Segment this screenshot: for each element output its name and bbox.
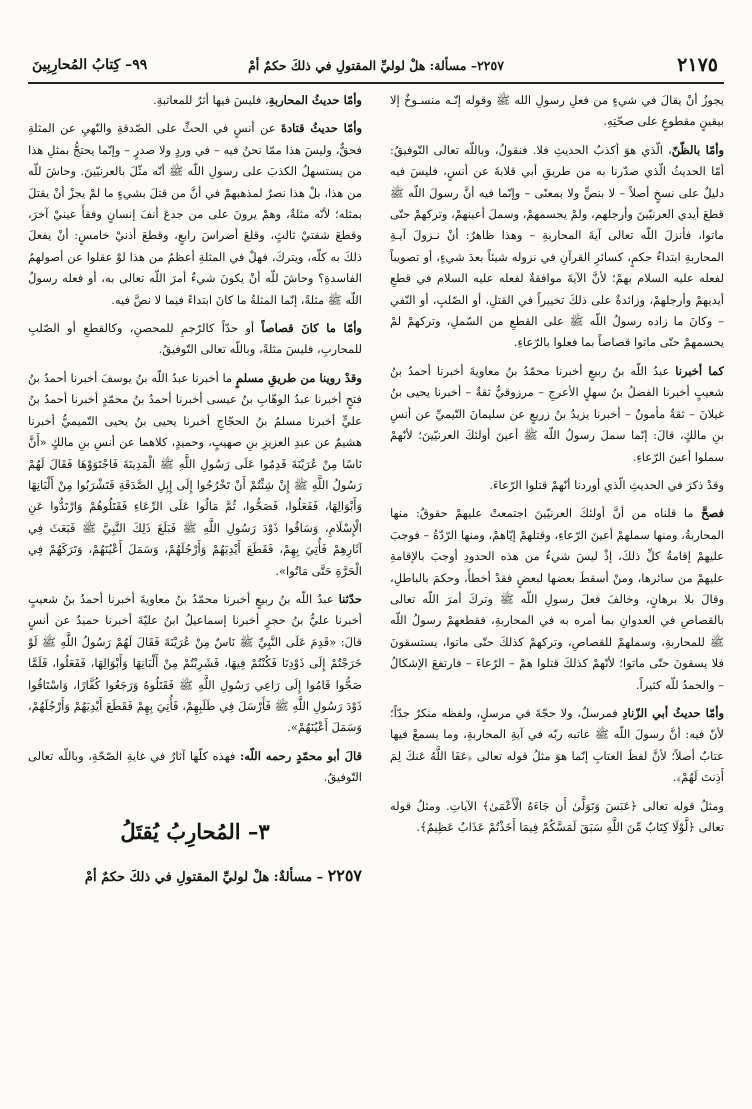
paragraph	[28, 589, 362, 739]
paragraph	[28, 90, 362, 111]
paragraph-lead: وأمّا حديثُ قتادةَ	[280, 121, 362, 136]
paragraph	[390, 361, 724, 468]
paragraph-lead: وأمّا بالظّنّ	[671, 142, 724, 157]
paragraph-lead: قالَ أبو محمّدٍ رحمه اللّه:	[239, 748, 362, 763]
paragraph	[390, 703, 724, 789]
paragraph-body: عبدُ اللّه بنُ ربيعٍ أخبرنا محمّدُ بنُ معاويةَ أخبرنا أحمدُ بنُ شعيبٍ أخبرنا الفضلُ بنُ سهلٍ الأعرجِ – مرزوقيٌّ ثقةٌ – أخبرنا يحيى بنُ غيلانَ – ثقةٌ مأمونٌ – أخبرنا يزيدُ بنُ زريعٍ عن سليمانَ التّيميِّ عن أنسِ بنِ مالكٍ، قالَ: إنّما سملَ رسولُ اللّه ﷺ أعينَ أولئكَ العرنيّينَ؛ لأنّهمْ سملوا أعينَ الرّعاءِ.	[390, 363, 724, 464]
paragraph-lead: حدّثنا	[338, 591, 362, 606]
paragraph-lead: فصحَّ	[701, 506, 724, 521]
paragraph-lead: كما أخبرنا	[675, 363, 724, 378]
paragraph	[390, 503, 724, 696]
paragraph-body: فمرسلٌ، ولا حجّةَ في مرسلٍ، ولفظه منكرٌ جدّاً؛ لأنّ فيه: أنَّ رسولَ اللّه ﷺ عاتبه ربّه في آيةِ المحاربةِ، وما يسمعْ فيها عتابٌ أصلاً؛ لأنَّ لفظَ العتابِ إنّما هوَ مثلُ قوله تعالى ﴿عَفَا اللَّهُ عَنكَ لِمَ أَذِنتَ لَهُمْ﴾.	[390, 705, 724, 785]
masala-line	[28, 865, 362, 889]
paragraph	[390, 140, 724, 354]
section-heading: ٣– المُحارِبُ يُقتَلُ	[120, 818, 270, 844]
paragraph-lead: وأمّا حديثُ المحاربةِ	[268, 93, 362, 107]
paragraph: يجوزُ أنْ يقالَ في شيءٍ من فعلِ رسولِ الله ﷺ وقوله إنّـه منسـوخٌ إلا بيقينٍ مقطوعٍ على صحّتِهِ.	[390, 93, 724, 129]
right-column	[390, 90, 724, 1095]
running-title: ٢٢٥٧– مسألة: هلْ لوليِّ المقتولِ في ذلكَ حكمٌ أمْ	[248, 58, 504, 73]
paragraph	[28, 368, 362, 582]
masala-number: ٢٢٥٧	[327, 865, 362, 885]
paragraph	[28, 746, 362, 789]
paragraph-body: ، الّذي هوَ أكذبُ الحديثِ فلا. فنقولُ، وباللّه تعالى التّوفيقُ: أمّا الحديثُ الّذي صدّرنا به من طريقِ أبي قلابةَ عن أنسٍ، فليسَ فيه دليلٌ على نسخٍ أصلاً – لا بنصٍّ ولا بمعنًى – وإنّما فيه أنَّ رسولَ اللّه ﷺ قطعَ أيدي العرنيّينَ وأرجلهم، ولمْ يحسمهمْ، وسملَ أعينهمْ، وتركهمْ حتّى ماتوا، فأنزلَ اللّه تعالى آيةَ المحاربةِ – وهذا ظاهرٌ: أنْ نـزولَ آيـةِ المحاربةِ ابتداءُ حكمٍ، كسائرِ القرآنِ في نزوله شيئاً بعدَ شيءٍ، أو تصويباً لفعله عليه السلام بهمْ؛ لأنَّ الآيةَ موافقةٌ لفعله عليه السلام في قطعِ أيديهمْ وأرجلهمْ، وزائدةٌ على ذلكَ تخييراً في القتلِ، أو الصّلبِ، أو النّفي – وكانَ ما زاده رسولُ اللّه ﷺ على القطعِ من السّملِ، وتركهمْ لمْ يحسمهمْ حتّى ماتوا قصاصاً بما فعلوا بالرّعاءِ.	[390, 142, 724, 350]
paragraph-body: أو حدّاً كالرّجمِ للمحصنِ، وكالقطعِ أو الصّلبِ للمحاربِ، فليسَ مثلةً، وباللّه تعالى التّوفيقُ.	[28, 321, 362, 357]
paragraph-body: ما أخبرنا عبدُ اللّه بنُ يوسفَ أخبرنا أحمدُ بنُ فتحٍ أخبرنا عبدُ الوهّابِ بنُ عيسى أخبرنا أحمدُ بنُ محمّدٍ أخبرنا أحمدُ بنُ عليٍّ أخبرنا مسلمُ بنُ الحجّاجِ أخبرنا يحيى بنُ يحيى التّميميُّ أخبرنا هشيمٌ عن عبدِ العزيزِ بنِ صهيبٍ، وحميدٍ، كلاهما عن أنسِ بنِ مالكٍ «أَنَّ نَاسًا مِنْ عُرَيْنَةَ قَدِمُوا عَلَى رَسُولِ اللَّهِ ﷺ الْمَدِينَةَ فَاجْتَوَوْهَا فَقَالَ لَهُمْ رَسُولُ اللَّهِ ﷺ إِنْ شِئْتُمْ أَنْ تَخْرُجُوا إِلَى إِبِلِ الصَّدَقَةِ فَتَشْرَبُوا مِنْ أَلْبَانِهَا وَأَبْوَالِهَا، فَفَعَلُوا، فَصَحُّوا، ثُمَّ مَالُوا عَلَى الرِّعَاءِ فَقَتَلُوهُمْ وَارْتَدُّوا عَنِ الْإِسْلَامِ، وَسَاقُوا ذَوْدَ رَسُولِ اللَّهِ ﷺ فَبَلَغَ ذَلِكَ النَّبِيَّ ﷺ فَبَعَثَ فِي آثَارِهِمْ فَأُتِيَ بِهِمْ، فَقَطَعَ أَيْدِيَهُمْ وَأَرْجُلَهُمْ، وَسَمَلَ أَعْيُنَهُمْ، وَتَرَكَهُمْ فِي الْحَرَّةِ حَتَّى مَاتُوا».	[28, 370, 362, 578]
text-columns	[28, 90, 724, 1095]
paragraph-body: ما قلناه من أنَّ أولئكَ العرنيّينَ اجتمعتْ عليهمْ حقوقٌ: منها المحاربةُ، ومنها سملهمْ أعينَ الرّعاءِ، وقتلهمْ إيّاهمْ، ومنها الرّدّةُ – فوجبَ عليهمْ إقامةُ كلِّ ذلكَ، إذْ ليسَ شيءٌ من هذه الحدودِ أوجبَ بالإقامةِ عليهمْ من سائرها، ومنْ أسقطَ بعضها لبعضٍ فقدْ أخطأَ، وحكمَ بالباطلِ، وقالَ بلا برهانٍ، وخالفَ فعلَ رسولِ اللّه ﷺ وتركَ أمرَ اللّه تعالى بالقصاصِ في العدوانِ بما أمره به في المحاربةِ، فقطعهمْ رسولُ اللّه ﷺ للمحاربةِ، وسملهمْ للقصاصِ، وتركهمْ كذلكَ حتّى ماتوا، يستسقونَ فلا يسقونَ حتّى ماتوا؛ لأنّهمْ كذلكَ قتلوا همْ – الرّعاءَ – فارتفعَ الإشكالُ – والحمدُ للّه كثيراً.	[390, 506, 724, 692]
paragraph-lead: وأمّا حديثُ أبي الزّنادِ	[622, 705, 724, 720]
paragraph: ومثلُ قوله تعالى ﴿عَبَسَ وَتَوَلَّىٰ أَن جَاءَهُ الْأَعْمَىٰ﴾ الآياتِ. ومثلُ قوله تعالى ﴿لَّوْلَا كِتَابٌ مِّنَ اللَّهِ سَبَقَ لَمَسَّكُمْ فِيمَا أَخَذْتُمْ عَذَابٌ عَظِيمٌ﴾.	[390, 798, 724, 834]
masala-text: – مسألةٌ: هلْ لوليِّ المقتولِ في ذلكَ حكمٌ أمْ	[84, 869, 328, 885]
left-column	[28, 90, 362, 1095]
paragraph	[28, 318, 362, 361]
paragraph	[28, 118, 362, 311]
paragraph-lead: وأمّا ما كانَ قصاصاً	[261, 321, 362, 336]
paragraph-body: ، فليسَ فيها أثرٌ للمعاتبةِ.	[152, 93, 269, 107]
paragraph: وقدْ ذكرَ في الحديثِ الّذي أوردنا أنّهمْ قتلوا الرّعاءَ.	[489, 477, 724, 492]
page-header	[28, 56, 724, 84]
page-number: ٢١٧٥	[677, 54, 718, 76]
paragraph-body: فهذه كلّها آثارٌ في غايةِ الصّحّةِ، وباللّه تعالى التّوفيقُ.	[28, 748, 362, 785]
paragraph-lead: وقدْ روينا من طريقِ مسلمٍ	[236, 370, 362, 385]
chapter-title: ٩٩– كِتابُ المُحارِبِينَ	[32, 57, 148, 73]
paragraph-body: عن أنسٍ في الحثِّ على الصّدقةِ والنّهيِ عن المثلةِ فحقٌّ، وليسَ هذا ممّا نحنُ فيه – في وردٍ ولا صدرٍ – وإنّما يحتجُّ بمثلِ هذا من يستسهلُ الكذبَ على رسولِ اللّه ﷺ أنّه مثّلَ بالعرنيّينَ. وحاشَ للّه من هذا، بلْ هذا نصرٌ لمذهبهمْ في أنَّ من قتلَ بشيءٍ ما لمْ يجزْ أنْ يقتلَ بمثله؛ لأنّه مثلةٌ، وهمْ يرونَ على من جدعَ أنفَ إنسانٍ وفقأَ عينيْ آخرَ، وقطعَ شفتيْ ثالثٍ، وقلعَ أضراسَ رابعٍ، وقطعَ أذنيْ خامسٍ: أنْ يفعلَ ذلكَ به كلّه، ويتركَ، فهلْ في المثلةِ أعظمُ من هذا لوْ عقلوا عن أصولهمُ الفاسدةِ؟ وحاشَ للّه أنْ يكونَ شيءٌ أمرَ اللّه تعالى به، أو فعله رسولُ اللّه ﷺ مثلةً، إنّما المثلةُ ما كانَ ابتداءً فيما لا نصَّ فيه.	[28, 121, 362, 307]
paragraph-body: عبدُ اللّه بنُ ربيعٍ أخبرنا محمّدُ بنُ معاويةَ أخبرنا أحمدُ بنُ شعيبٍ أخبرنا عليُّ بنُ حجرٍ أخبرنا إسماعيلُ ابنُ عليّةَ أخبرنا حميدٌ عن أنسٍ قالَ: «قَدِمَ عَلَى النَّبِيِّ ﷺ نَاسٌ مِنْ عُرَيْنَةَ فَقَالَ لَهُمْ رَسُولُ اللَّهِ ﷺ لَوْ خَرَجْتُمْ إِلَى ذَوْدِنَا فَكُنْتُمْ فِيهَا، فَشَرِبْتُمْ مِنْ أَلْبَانِهَا وَأَبْوَالِهَا، فَفَعَلُوا، فَلَمَّا صَحُّوا قَامُوا إِلَى رَاعِي رَسُولِ اللَّهِ ﷺ فَقَتَلُوهُ وَرَجَعُوا كُفَّارًا، وَاسْتَاقُوا ذَوْدَ رَسُولِ اللَّهِ ﷺ فَأَرْسَلَ فِي طَلَبِهِمْ، فَأُتِيَ بِهِمْ فَقَطَعَ أَيْدِيَهُمْ وَأَرْجُلَهُمْ، وَسَمَلَ أَعْيُنَهُمْ».	[28, 591, 362, 735]
